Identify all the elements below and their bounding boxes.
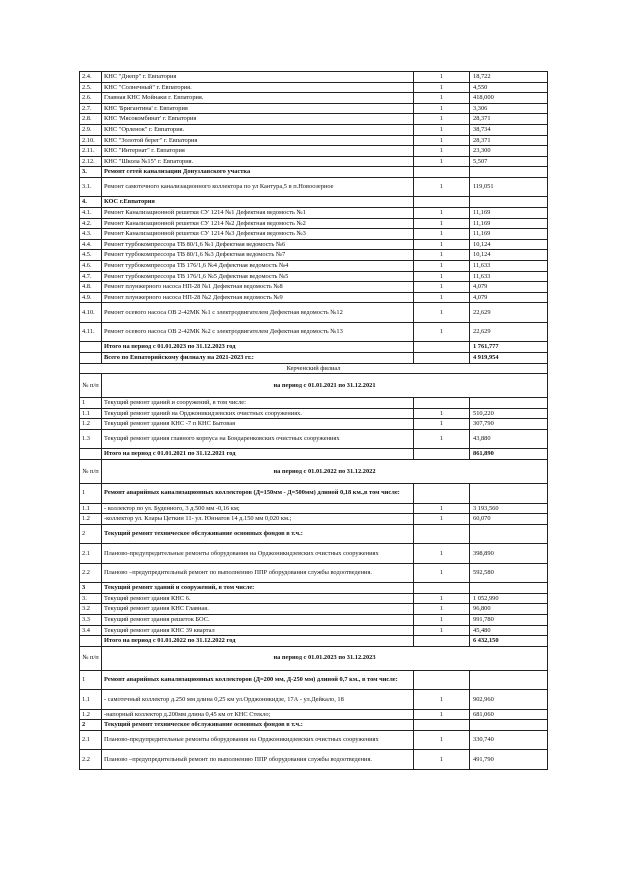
table-row: [80, 670, 548, 690]
table-row: [80, 625, 548, 636]
row-number: 1: [80, 670, 102, 690]
row-number: 2: [80, 524, 102, 544]
row-quantity: 1: [414, 114, 470, 125]
table-row: [80, 398, 548, 409]
row-amount: [470, 720, 548, 731]
row-number: 2.1: [80, 544, 102, 564]
row-amount: 418,000: [470, 93, 548, 104]
table-row: [80, 583, 548, 594]
row-quantity: 1: [414, 229, 470, 240]
row-number: 2.9.: [80, 124, 102, 135]
row-amount: 6 432,150: [470, 636, 548, 647]
row-amount: [470, 398, 548, 409]
row-quantity: [414, 352, 470, 363]
row-amount: 1 052,990: [470, 593, 548, 604]
row-number: 4.5.: [80, 250, 102, 261]
row-number: 1.2: [80, 514, 102, 525]
row-description: Всего по Евпаторийскому филиалу на 2021-2023 гг.:: [102, 352, 414, 363]
row-amount: 11,633: [470, 261, 548, 272]
row-number: 1: [80, 484, 102, 504]
row-quantity: [414, 524, 470, 544]
total-row: [80, 342, 548, 353]
row-number: 2.5.: [80, 82, 102, 93]
row-amount: [470, 524, 548, 544]
row-description: Ремонт сетей канализации Донузлавского участка: [102, 167, 414, 178]
row-amount: 43,880: [470, 429, 548, 449]
row-amount: 398,890: [470, 544, 548, 564]
row-description: Планово –предупредительный ремонт по выполнению ППР оборудования службы водоотведения.: [102, 563, 414, 583]
row-number: 4.7.: [80, 271, 102, 282]
row-quantity: 1: [414, 282, 470, 293]
row-description: Ремонт самотечного канализационного коллектора по ул Кантура,5 в п.Новоозерное: [102, 177, 414, 197]
row-quantity: [414, 484, 470, 504]
row-quantity: 1: [414, 103, 470, 114]
row-description: Ремонт аварийных канализационных коллекторов (Д=200 мм, Д-250 мм) длиной 0,7 км., в том числе:: [102, 670, 414, 690]
row-number: 2.11.: [80, 146, 102, 157]
row-number: 3.: [80, 167, 102, 178]
table-row: [80, 503, 548, 514]
row-number: 4.4.: [80, 239, 102, 250]
table-row: [80, 593, 548, 604]
row-quantity: 1: [414, 750, 470, 770]
row-quantity: 1: [414, 503, 470, 514]
row-description: Ремонт аварийных канализационных коллекторов (Д=150мм - Д=500мм) длиной 0,18 км.,в том числе:: [102, 484, 414, 504]
row-quantity: 1: [414, 292, 470, 303]
row-quantity: [414, 449, 470, 460]
table-row: [80, 229, 548, 240]
row-amount: 491,790: [470, 750, 548, 770]
table-row: [80, 282, 548, 293]
row-description: КНС "Солнечный" г. Евпатория.: [102, 82, 414, 93]
row-description: Главная КНС Мойнаки г. Евпатория.: [102, 93, 414, 104]
row-number: 1: [80, 398, 102, 409]
repair-cost-table: [79, 71, 548, 770]
row-number: 4.11.: [80, 322, 102, 342]
row-number: 3: [80, 583, 102, 594]
row-number-header: № п/п: [80, 374, 102, 398]
row-description: КНС 'Мясокомбинат' г. Евпатория: [102, 114, 414, 125]
row-amount: [470, 583, 548, 594]
row-description: Планово-предупредительные ремонты оборудования на Орджоникидзевских очистных сооружениях: [102, 730, 414, 750]
row-number: 4.: [80, 197, 102, 208]
table-row: [80, 524, 548, 544]
row-amount: 96,800: [470, 604, 548, 615]
row-description: КНС "Днепр" г. Евпатория: [102, 72, 414, 83]
row-amount: 307,790: [470, 419, 548, 430]
row-amount: 60,070: [470, 514, 548, 525]
table-row: [80, 271, 548, 282]
row-amount: 510,220: [470, 408, 548, 419]
row-description: Текущий ремонт здания КНС 39 квартал: [102, 625, 414, 636]
row-description: КНС "Орленок" г. Евпатория.: [102, 124, 414, 135]
row-number: 4.8.: [80, 282, 102, 293]
row-number: 2.2: [80, 563, 102, 583]
row-amount: 3 193,560: [470, 503, 548, 514]
table-row: [80, 82, 548, 93]
row-description: КНС "Золотой берег" г. Евпатория: [102, 135, 414, 146]
row-amount: 681,060: [470, 709, 548, 720]
row-number: [80, 352, 102, 363]
row-quantity: 1: [414, 419, 470, 430]
row-description: Текущий ремонт здания КНС 6.: [102, 593, 414, 604]
row-description: Текущий ремонт зданий на Орджоникидзевских очистных сооружениях.: [102, 408, 414, 419]
row-description: Текущий ремонт зданий и сооружений, в том числе:: [102, 583, 414, 594]
table-row: [80, 514, 548, 525]
table-row: [80, 750, 548, 770]
row-quantity: 1: [414, 625, 470, 636]
row-quantity: 1: [414, 730, 470, 750]
row-description: Ремонт осевого насоса ОВ 2-42МК №1 с электродвигателем Дефектная ведомость №12: [102, 303, 414, 323]
row-description: КОС г.Евпатория: [102, 197, 414, 208]
row-quantity: 1: [414, 82, 470, 93]
row-quantity: 1: [414, 615, 470, 626]
table-row: [80, 135, 548, 146]
table-row: [80, 103, 548, 114]
row-quantity: 1: [414, 544, 470, 564]
row-quantity: 1: [414, 408, 470, 419]
row-description: Итого на период с 01.01.2023 по 31.12.2023 год: [102, 342, 414, 353]
table-row: [80, 72, 548, 83]
table-row: [80, 167, 548, 178]
table-row: [80, 429, 548, 449]
row-description: Текущий ремонт зданий и сооружений, в том числе:: [102, 398, 414, 409]
row-number: 3.1.: [80, 177, 102, 197]
row-quantity: 1: [414, 146, 470, 157]
total-row: [80, 636, 548, 647]
table-row: [80, 303, 548, 323]
row-amount: 23,300: [470, 146, 548, 157]
row-amount: 5,507: [470, 156, 548, 167]
row-number: 2.10.: [80, 135, 102, 146]
row-quantity: 1: [414, 156, 470, 167]
row-quantity: 1: [414, 72, 470, 83]
row-description: - самотечный коллектор д.250 мм длина 0,25 км ул.Орджоникидзе, 17А - ул.Дейкало, 18: [102, 690, 414, 710]
row-quantity: [414, 636, 470, 647]
row-description: Ремонт турбокомпрессора ТВ 176/1,6 №4 Дефектная ведомость №4: [102, 261, 414, 272]
row-amount: 10,124: [470, 239, 548, 250]
row-quantity: [414, 197, 470, 208]
table-row: [80, 709, 548, 720]
period-title: на период с 01.01.2023 по 31.12.2023: [102, 646, 548, 670]
table-row: [80, 563, 548, 583]
row-number: 1.1: [80, 503, 102, 514]
row-quantity: [414, 583, 470, 594]
row-amount: 592,580: [470, 563, 548, 583]
row-quantity: 1: [414, 93, 470, 104]
total-row: [80, 352, 548, 363]
row-amount: 1 761,777: [470, 342, 548, 353]
row-number: 2.2: [80, 750, 102, 770]
row-description: Текущий ремонт техническое обслуживание основных фондов в т.ч.:: [102, 720, 414, 731]
row-amount: 11,169: [470, 208, 548, 219]
row-number: 4.2.: [80, 218, 102, 229]
table-row: [80, 239, 548, 250]
row-amount: 991,780: [470, 615, 548, 626]
row-amount: [470, 197, 548, 208]
row-description: Планово –предупредительный ремонт по выполнению ППР оборудования службы водоотведения.: [102, 750, 414, 770]
row-quantity: 1: [414, 218, 470, 229]
row-description: Итого на период с 01.01.2022 по 31.12.2022 год: [102, 636, 414, 647]
row-description: КНС "Интернат" г. Евпатория: [102, 146, 414, 157]
table-row: [80, 322, 548, 342]
row-number: 2.8.: [80, 114, 102, 125]
row-amount: [470, 670, 548, 690]
row-amount: 4,079: [470, 292, 548, 303]
row-amount: 28,371: [470, 114, 548, 125]
row-number: [80, 636, 102, 647]
row-description: -напорный коллектор д.200мм длина 0,45 км от КНС Стекло;: [102, 709, 414, 720]
table-row: [80, 419, 548, 430]
row-quantity: [414, 670, 470, 690]
row-quantity: 1: [414, 322, 470, 342]
row-number: 3.4: [80, 625, 102, 636]
row-number: 4.3.: [80, 229, 102, 240]
row-number: 1.2: [80, 709, 102, 720]
table-row: [80, 261, 548, 272]
row-quantity: 1: [414, 303, 470, 323]
row-quantity: 1: [414, 239, 470, 250]
table-row: [80, 250, 548, 261]
row-description: Планово-предупредительные ремонты оборудования на Орджоникидзевских очистных сооружениях: [102, 544, 414, 564]
table-row: [80, 730, 548, 750]
row-description: Ремонт турбокомпрессора ТВ 80/1,6 №3 Дефектная ведомость №7: [102, 250, 414, 261]
row-amount: 902,960: [470, 690, 548, 710]
section-header-row: [80, 363, 548, 374]
row-description: КНС 'Бригантина' г. Евпатория: [102, 103, 414, 114]
row-number: 2.1: [80, 730, 102, 750]
row-number: [80, 342, 102, 353]
table-row: [80, 124, 548, 135]
table-row: [80, 146, 548, 157]
row-number: 2.7.: [80, 103, 102, 114]
row-amount: [470, 484, 548, 504]
row-description: - коллектор по ул. Буденного, 3 д.500 мм -0,16 км;: [102, 503, 414, 514]
row-quantity: [414, 720, 470, 731]
row-description: КНС "Школа №15" г. Евпатория.: [102, 156, 414, 167]
row-quantity: 1: [414, 208, 470, 219]
row-amount: 4,550: [470, 82, 548, 93]
row-quantity: 1: [414, 604, 470, 615]
table-row: [80, 720, 548, 731]
row-quantity: 1: [414, 690, 470, 710]
row-description: Ремонт осевого насоса ОВ 2-42МК №2 с электродвигателем Дефектная ведомость №13: [102, 322, 414, 342]
row-number: 4.1.: [80, 208, 102, 219]
row-number-header: № п/п: [80, 646, 102, 670]
table-row: [80, 93, 548, 104]
row-quantity: 1: [414, 177, 470, 197]
row-number: 1.1: [80, 408, 102, 419]
row-quantity: 1: [414, 261, 470, 272]
row-description: Ремонт Канализационной решетки СУ 1214 №1 Дефектная ведомость №1: [102, 208, 414, 219]
row-quantity: 1: [414, 135, 470, 146]
row-quantity: [414, 342, 470, 353]
table-row: [80, 604, 548, 615]
row-quantity: 1: [414, 593, 470, 604]
row-quantity: 1: [414, 271, 470, 282]
row-amount: 4 919,954: [470, 352, 548, 363]
period-header-row: [80, 374, 548, 398]
row-number: 2: [80, 720, 102, 731]
row-amount: 11,169: [470, 229, 548, 240]
row-number-header: № п/п: [80, 460, 102, 484]
row-amount: 38,734: [470, 124, 548, 135]
row-number: 1.2: [80, 419, 102, 430]
row-amount: 28,371: [470, 135, 548, 146]
row-amount: 330,740: [470, 730, 548, 750]
row-amount: 861,890: [470, 449, 548, 460]
row-amount: 119,051: [470, 177, 548, 197]
row-number: 4.6.: [80, 261, 102, 272]
row-description: Ремонт турбокомпрессора ТВ 80/1,6 №1 Дефектная ведомость №6: [102, 239, 414, 250]
row-description: Ремонт Канализационной решетки СУ 1214 №3 Дефектная ведомость №3: [102, 229, 414, 240]
row-description: -коллектор ул. Клары Цеткин 11- ул. Юннатов 14 д.150 мм 0,020 км.;: [102, 514, 414, 525]
document-page: [79, 71, 547, 770]
row-description: Ремонт турбокомпрессора ТВ 176/1,6 №5 Дефектная ведомость №5: [102, 271, 414, 282]
table-row: [80, 208, 548, 219]
row-number: 2.6.: [80, 93, 102, 104]
row-quantity: 1: [414, 563, 470, 583]
row-description: Ремонт плунжерного насоса НП-28 №2 Дефектная ведомость №9: [102, 292, 414, 303]
row-description: Итого на период с 01.01.2021 по 31.12.2021 год: [102, 449, 414, 460]
table-row: [80, 615, 548, 626]
row-description: Ремонт плунжерного насоса НП-28 №1 Дефектная ведомость №8: [102, 282, 414, 293]
row-amount: 22,629: [470, 322, 548, 342]
table-row: [80, 218, 548, 229]
period-title: на период с 01.01.2022 по 31.12.2022: [102, 460, 548, 484]
row-amount: 45,480: [470, 625, 548, 636]
row-amount: 4,079: [470, 282, 548, 293]
row-description: Текущий ремонт здания КНС Главная.: [102, 604, 414, 615]
row-quantity: 1: [414, 250, 470, 261]
total-row: [80, 449, 548, 460]
row-number: 1.3: [80, 429, 102, 449]
table-row: [80, 114, 548, 125]
period-header-row: [80, 646, 548, 670]
table-row: [80, 484, 548, 504]
table-row: [80, 197, 548, 208]
row-number: 2.4.: [80, 72, 102, 83]
row-number: 1.1: [80, 690, 102, 710]
row-amount: 10,124: [470, 250, 548, 261]
row-amount: 3,306: [470, 103, 548, 114]
row-description: Ремонт Канализационной решетки СУ 1214 №2 Дефектная ведомость №2: [102, 218, 414, 229]
row-description: Текущий ремонт здания решеток БОС.: [102, 615, 414, 626]
row-quantity: 1: [414, 514, 470, 525]
row-amount: 18,722: [470, 72, 548, 83]
row-amount: [470, 167, 548, 178]
row-description: Текущий ремонт техническое обслуживание основных фондов в т.ч.:: [102, 524, 414, 544]
row-quantity: 1: [414, 429, 470, 449]
row-quantity: [414, 167, 470, 178]
table-row: [80, 408, 548, 419]
branch-title: Керченский филиал: [80, 363, 548, 374]
row-amount: 11,633: [470, 271, 548, 282]
row-number: [80, 449, 102, 460]
row-amount: 11,169: [470, 218, 548, 229]
row-quantity: 1: [414, 709, 470, 720]
row-number: 4.10.: [80, 303, 102, 323]
period-title: на период с 01.01.2021 по 31.12.2021: [102, 374, 548, 398]
table-row: [80, 292, 548, 303]
row-number: 3.2: [80, 604, 102, 615]
table-row: [80, 544, 548, 564]
table-row: [80, 690, 548, 710]
row-number: 2.12.: [80, 156, 102, 167]
row-description: Текущий ремонт здания главного корпуса на Бондаренковских очистных сооружениях: [102, 429, 414, 449]
row-quantity: 1: [414, 124, 470, 135]
row-amount: 22,629: [470, 303, 548, 323]
table-body: [80, 72, 548, 770]
table-row: [80, 156, 548, 167]
row-description: Текущий ремонт здания КНС -7 п КНС Бытовая: [102, 419, 414, 430]
row-number: 3.3: [80, 615, 102, 626]
period-header-row: [80, 460, 548, 484]
table-row: [80, 177, 548, 197]
row-number: 4.9.: [80, 292, 102, 303]
row-quantity: [414, 398, 470, 409]
row-number: 3.: [80, 593, 102, 604]
